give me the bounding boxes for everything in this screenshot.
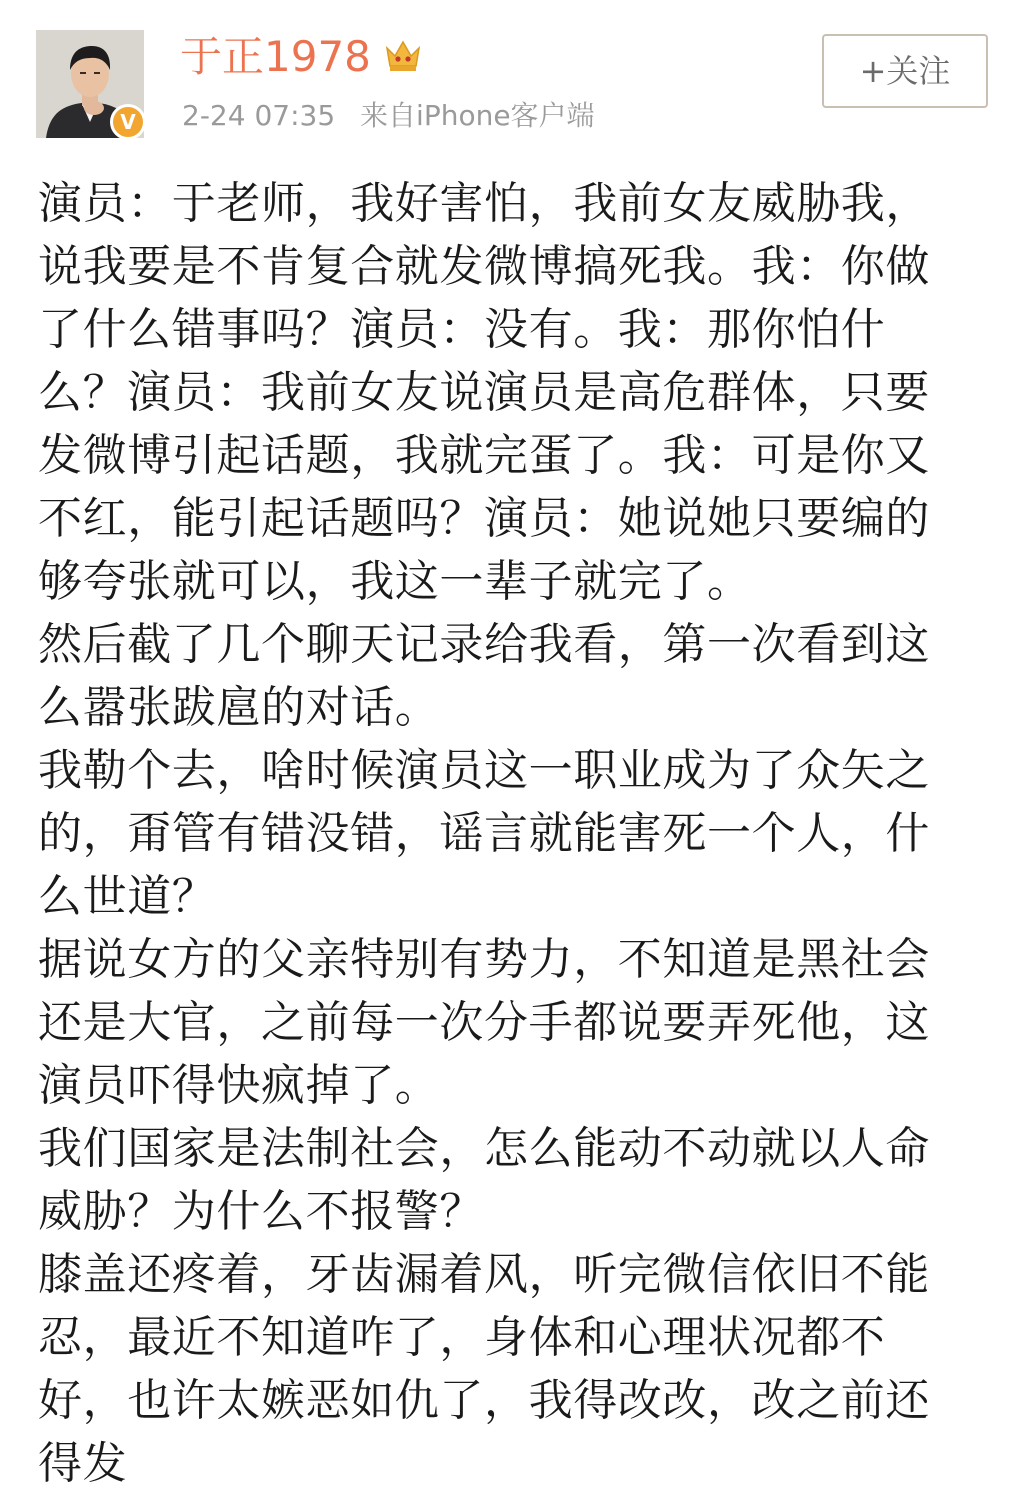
username-row bbox=[180, 26, 425, 82]
post-meta bbox=[182, 94, 611, 134]
post-paragraph: 我们国家是法制社会，怎么能动不动就以人命威胁？为什么不报警？ bbox=[38, 1123, 930, 1237]
post-paragraph: 据说女方的父亲特别有势力，不知道是黑社会还是大官，之前每一次分手都说要弄死他，这演员吓得快疯掉了。 bbox=[38, 934, 930, 1111]
post-paragraph: 然后截了几个聊天记录给我看，第一次看到这么嚣张跋扈的对话。 bbox=[38, 619, 930, 733]
crown-icon[interactable] bbox=[381, 32, 425, 76]
post-paragraph: 膝盖还疼着，牙齿漏着风，听完微信依旧不能忍，最近不知道咋了，身体和心理状况都不好，也许太嫉恶如仇了，我得改改，改之前还得发 bbox=[38, 1249, 930, 1489]
post-timestamp: 2-24 07:35 bbox=[182, 99, 336, 132]
post-source: 来自iPhone客户端 bbox=[360, 99, 595, 132]
post-paragraph: 我勒个去，啥时候演员这一职业成为了众矢之的，甭管有错没错，谣言就能害死一个人，什么世道？ bbox=[38, 745, 930, 922]
post-body bbox=[38, 172, 968, 1495]
post-header bbox=[0, 0, 1024, 150]
follow-button[interactable]: +关注 bbox=[822, 34, 988, 108]
username-link[interactable]: 于正1978 bbox=[180, 32, 371, 81]
post-paragraph: 演员：于老师，我好害怕，我前女友威胁我，说我要是不肯复合就发微博搞死我。我：你做了什么错事吗？演员：没有。我：那你怕什么？演员：我前女友说演员是高危群体，只要发微博引起话题，我就完蛋了。我：可是你又不红，能引起话题吗？演员：她说她只要编的够夸张就可以，我这一辈子就完了。 bbox=[38, 178, 930, 607]
verified-badge-icon: V bbox=[110, 104, 146, 140]
